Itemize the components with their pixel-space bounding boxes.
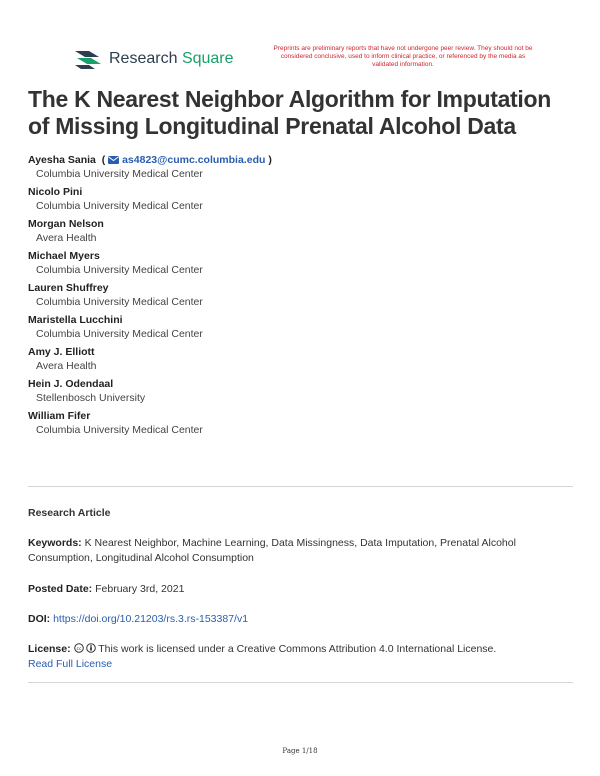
- header: [0, 40, 600, 80]
- author-affiliation: Columbia University Medical Center: [36, 424, 203, 436]
- author-name: Michael Myers: [28, 250, 100, 262]
- doi-label: DOI:: [28, 613, 51, 625]
- author-item: [28, 249, 578, 277]
- paper-title: The K Nearest Neighbor Algorithm for Imputation of Missing Longitudinal Prenatal Alcohol Data: [28, 86, 552, 139]
- posted-date-label: Posted Date:: [28, 583, 93, 595]
- author-affiliation: Columbia University Medical Center: [36, 200, 203, 212]
- logo-text-main: Research: [109, 50, 178, 67]
- author-item: [28, 153, 578, 181]
- author-name: Morgan Nelson: [28, 218, 104, 230]
- divider: [28, 682, 573, 683]
- author-name: Amy J. Elliott: [28, 346, 95, 358]
- divider: [28, 486, 573, 487]
- author-item: [28, 185, 578, 213]
- author-name: William Fifer: [28, 410, 91, 422]
- author-item: [28, 313, 578, 341]
- author-affiliation: Columbia University Medical Center: [36, 264, 203, 276]
- posted-date: [28, 582, 573, 597]
- author-affiliation: Stellenbosch University: [36, 392, 146, 404]
- svg-text:cc: cc: [76, 646, 82, 652]
- author-name: Lauren Shuffrey: [28, 282, 109, 294]
- author-email-link[interactable]: as4823@cumc.columbia.edu: [122, 154, 266, 166]
- author-item: [28, 409, 578, 437]
- doi-link[interactable]: https://doi.org/10.21203/rs.3.rs-153387/v1: [53, 613, 249, 625]
- author-affiliation: Columbia University Medical Center: [36, 296, 203, 308]
- creative-commons-icon: [74, 643, 84, 653]
- read-full-license-link[interactable]: Read Full License: [28, 658, 113, 670]
- cc-icons: [74, 643, 96, 653]
- license-text: This work is licensed under a Creative Commons Attribution 4.0 International License.: [98, 643, 497, 655]
- research-square-logo[interactable]: [73, 47, 234, 71]
- keywords: [28, 536, 573, 566]
- license: [28, 642, 573, 672]
- page-number: Page 1/18: [282, 747, 318, 755]
- keywords-value: K Nearest Neighbor, Machine Learning, Data Missingness, Data Imputation, Prenatal Alcohol Consumption, Longitudinal Alcohol Consumption: [28, 537, 516, 564]
- keywords-label: Keywords:: [28, 537, 82, 549]
- logo-text: [109, 50, 234, 68]
- research-square-logo-icon: [73, 47, 103, 71]
- author-list: [28, 153, 578, 441]
- posted-date-value: February 3rd, 2021: [95, 583, 185, 595]
- author-email-wrap: ( as4823@cumc.columbia.edu ): [98, 154, 272, 166]
- author-item: [28, 345, 578, 373]
- author-affiliation: Avera Health: [36, 232, 97, 244]
- license-label: License:: [28, 643, 71, 655]
- preprint-notice: Preprints are preliminary reports that have not undergone peer review. They should not be considered conclusive, used to inform clinical practice, or referenced by the media as validated information.: [273, 45, 533, 68]
- author-affiliation: Columbia University Medical Center: [36, 328, 203, 340]
- logo-text-accent: Square: [181, 50, 234, 67]
- author-item: [28, 217, 578, 245]
- envelope-icon: [108, 156, 119, 164]
- author-name: Maristella Lucchini: [28, 314, 123, 326]
- author-affiliation: Avera Health: [36, 360, 97, 372]
- author-name: Hein J. Odendaal: [28, 378, 114, 390]
- author-affiliation: Columbia University Medical Center: [36, 168, 203, 180]
- author-item: [28, 377, 578, 405]
- author-item: [28, 281, 578, 309]
- attribution-icon: [86, 643, 96, 653]
- doi: [28, 612, 573, 627]
- author-name: Nicolo Pini: [28, 186, 83, 198]
- article-type: Research Article: [28, 507, 111, 519]
- author-name: Ayesha Sania: [28, 154, 96, 166]
